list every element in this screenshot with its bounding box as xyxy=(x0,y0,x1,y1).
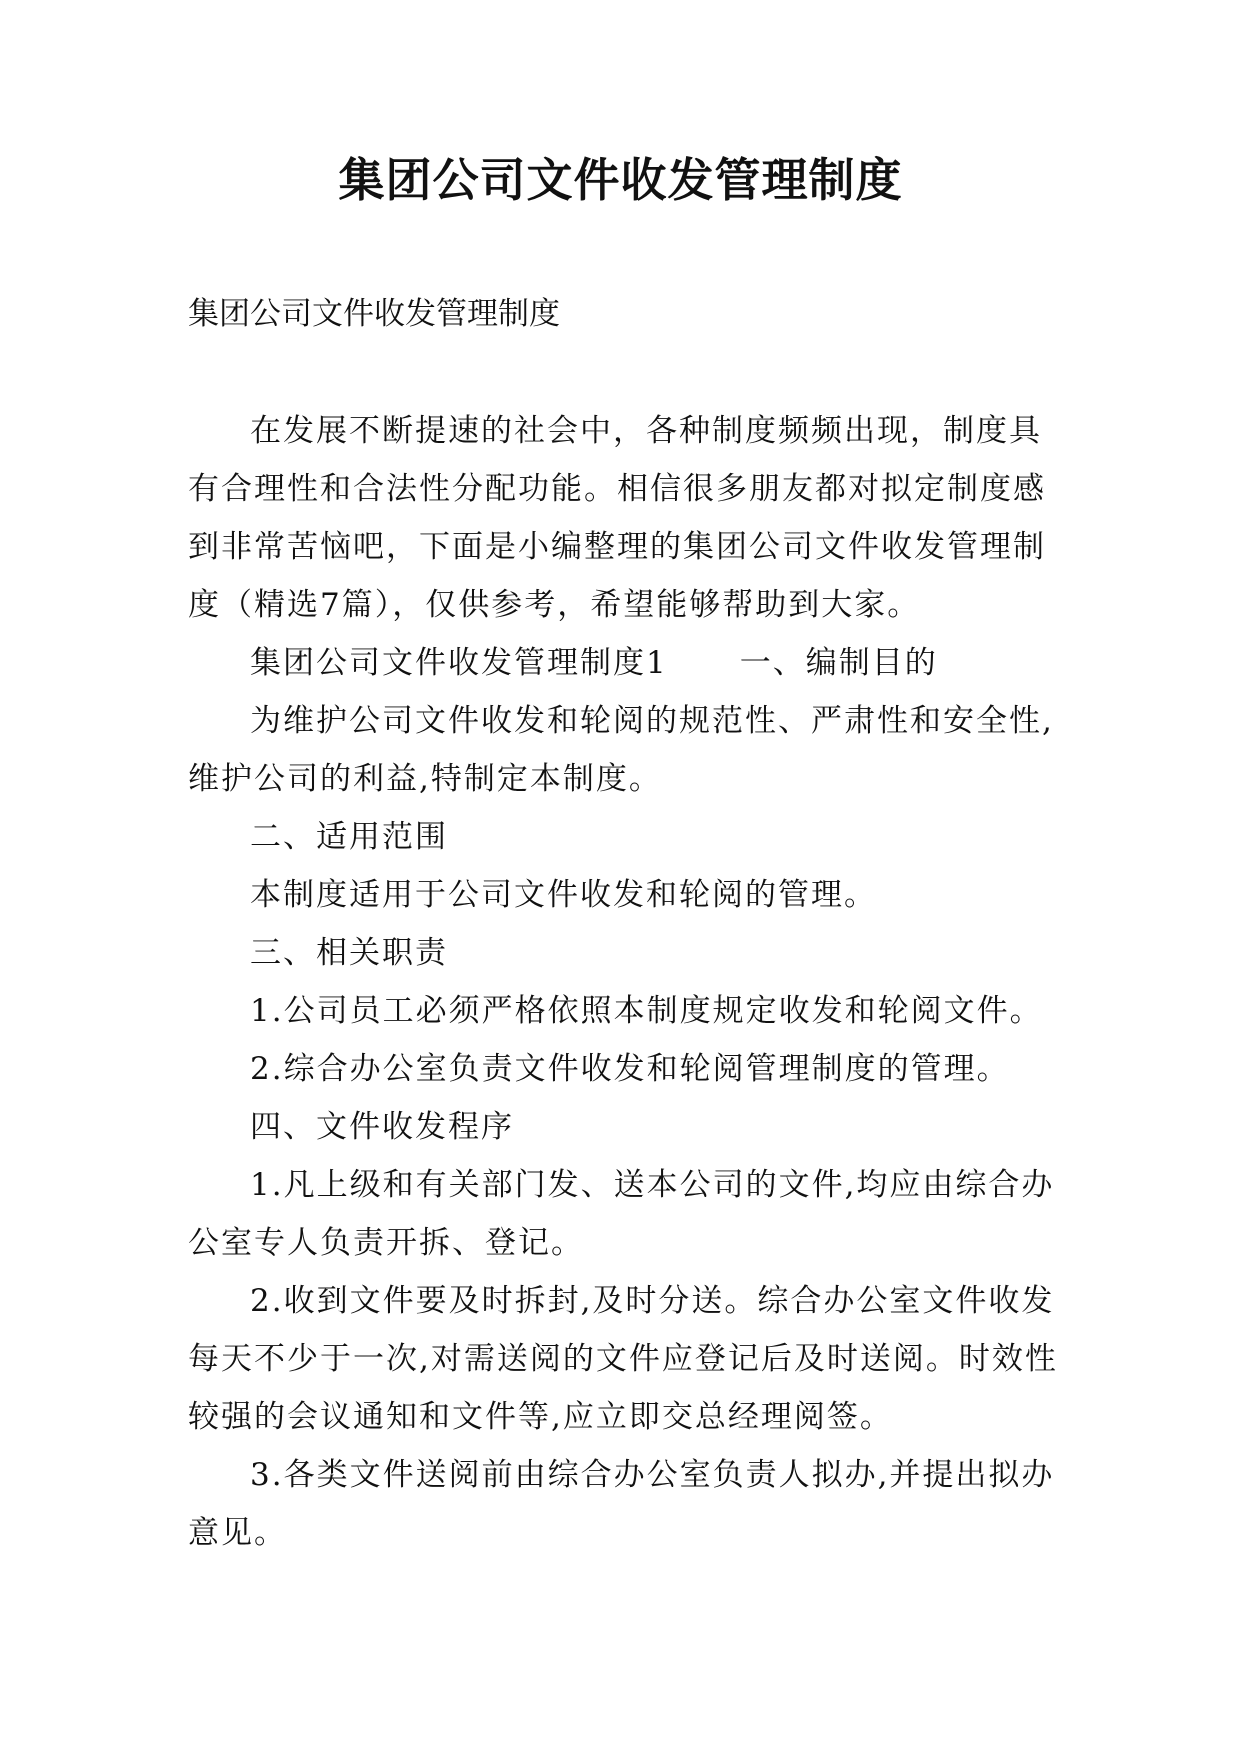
part-4-item-3: 3.各类文件送阅前由综合办公室负责人拟办,并提出拟办意见。 xyxy=(188,1457,1055,1551)
document-subtitle: 集团公司文件收发管理制度 xyxy=(188,296,560,332)
section-heading-line xyxy=(188,634,1058,692)
part-4-item-2: 2.收到文件要及时拆封,及时分送。综合办公室文件收发每天不少于一次,对需送阅的文件应登记后及时送阅。时效性较强的会议通知和文件等,应立即交总经理阅签。 xyxy=(188,1283,1058,1435)
part-2-heading: 二、适用范围 xyxy=(250,819,448,855)
part-4-item-1: 1.凡上级和有关部门发、送本公司的文件,均应由综合办公室专人负责开拆、登记。 xyxy=(188,1167,1055,1261)
document-title: 集团公司文件收发管理制度 xyxy=(338,153,903,207)
part-4-heading: 四、文件收发程序 xyxy=(250,1109,514,1145)
intro-paragraph: 在发展不断提速的社会中，各种制度频频出现，制度具有合理性和合法性分配功能。相信很多朋友都对拟定制度感到非常苦恼吧，下面是小编整理的集团公司文件收发管理制度（精选7篇），仅供参考，希望能够帮助到大家。 xyxy=(188,413,1046,623)
part-1-heading: 一、编制目的 xyxy=(739,645,938,681)
part-3-item-2: 2.综合办公室负责文件收发和轮阅管理制度的管理。 xyxy=(250,1051,1010,1087)
part-1-paragraph: 为维护公司文件收发和轮阅的规范性、严肃性和安全性,维护公司的利益,特制定本制度。 xyxy=(188,703,1054,797)
document-body xyxy=(188,402,1058,1562)
part-3-item-1: 1.公司员工必须严格依照本制度规定收发和轮阅文件。 xyxy=(250,993,1043,1029)
part-2-paragraph: 本制度适用于公司文件收发和轮阅的管理。 xyxy=(250,877,877,913)
part-3-heading: 三、相关职责 xyxy=(250,935,448,971)
section-1-title: 集团公司文件收发管理制度1 xyxy=(250,645,668,681)
